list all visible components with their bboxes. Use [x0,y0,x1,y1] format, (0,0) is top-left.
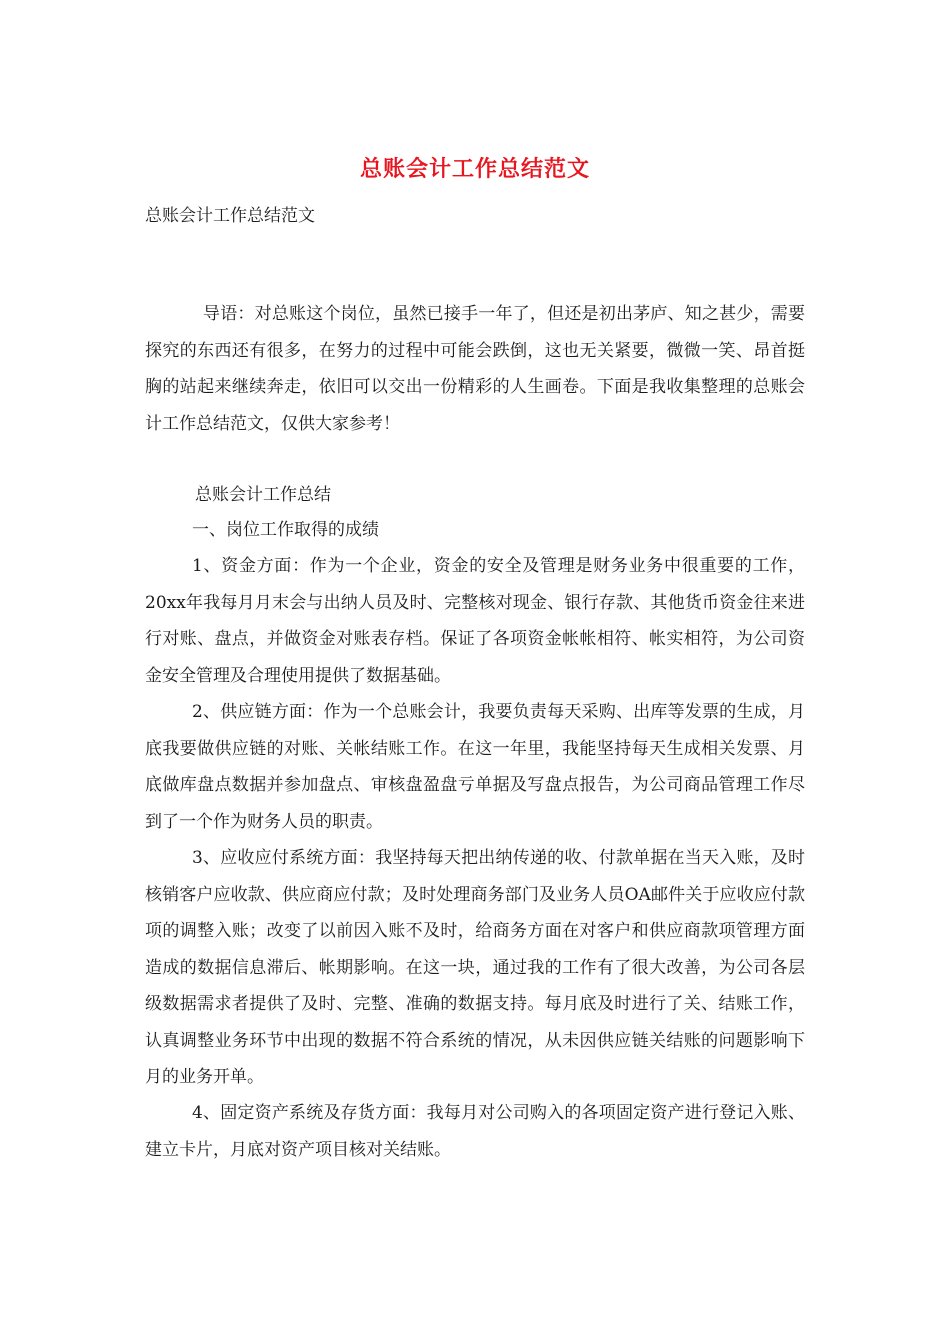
paragraph-supply-chain: 2、供应链方面：作为一个总账会计，我要负责每天采购、出库等发票的生成，月底我要做供应链的对账、关帐结账工作。在这一年里，我能坚持每天生成相关发票、月底做库盘点数据并参加盘点、审核盘盈盘亏单据及写盘点报告，为公司商品管理工作尽到了一个作为财务人员的职责。 [145,702,805,832]
paragraph-funds: 1、资金方面：作为一个企业，资金的安全及管理是财务业务中很重要的工作，20xx年我每月月末会与出纳人员及时、完整核对现金、银行存款、其他货币资金往来进行对账、盘点，并做资金对账表存档。保证了各项资金帐帐相符、帐实相符，为公司资金安全管理及合理使用提供了数据基础。 [145,556,805,686]
document-subtitle: 总账会计工作总结范文 [145,206,315,226]
section-heading: 一、岗位工作取得的成绩 [192,520,379,540]
document-title: 总账会计工作总结范文 [359,156,590,182]
intro-paragraph: 导语：对总账这个岗位，虽然已接手一年了，但还是初出茅庐、知之甚少，需要探究的东西还有很多，在努力的过程中可能会跌倒，这也无关紧要，微微一笑、昂首挺胸的站起来继续奔走，依旧可以交出一份精彩的人生画卷。下面是我收集整理的总账会计工作总结范文，仅供大家参考！ [145,304,805,434]
paragraph-fixed-assets: 4、固定资产系统及存货方面：我每月对公司购入的各项固定资产进行登记入账、建立卡片，月底对资产项目核对关结账。 [145,1103,805,1160]
section-title: 总账会计工作总结 [195,485,331,505]
paragraph-receivables-payables: 3、应收应付系统方面：我坚持每天把出纳传递的收、付款单据在当天入账，及时核销客户应收款、供应商应付款；及时处理商务部门及业务人员OA邮件关于应收应付款项的调整入账；改变了以前因入账不及时，给商务方面在对客户和供应商款项管理方面造成的数据信息滞后、帐期影响。在这一块，通过我的工作有了很大改善，为公司各层级数据需求者提供了及时、完整、准确的数据支持。每月底及时进行了关、结账工作，认真调整业务环节中出现的数据不符合系统的情况，从未因供应链关结账的问题影响下月的业务开单。 [145,848,805,1087]
